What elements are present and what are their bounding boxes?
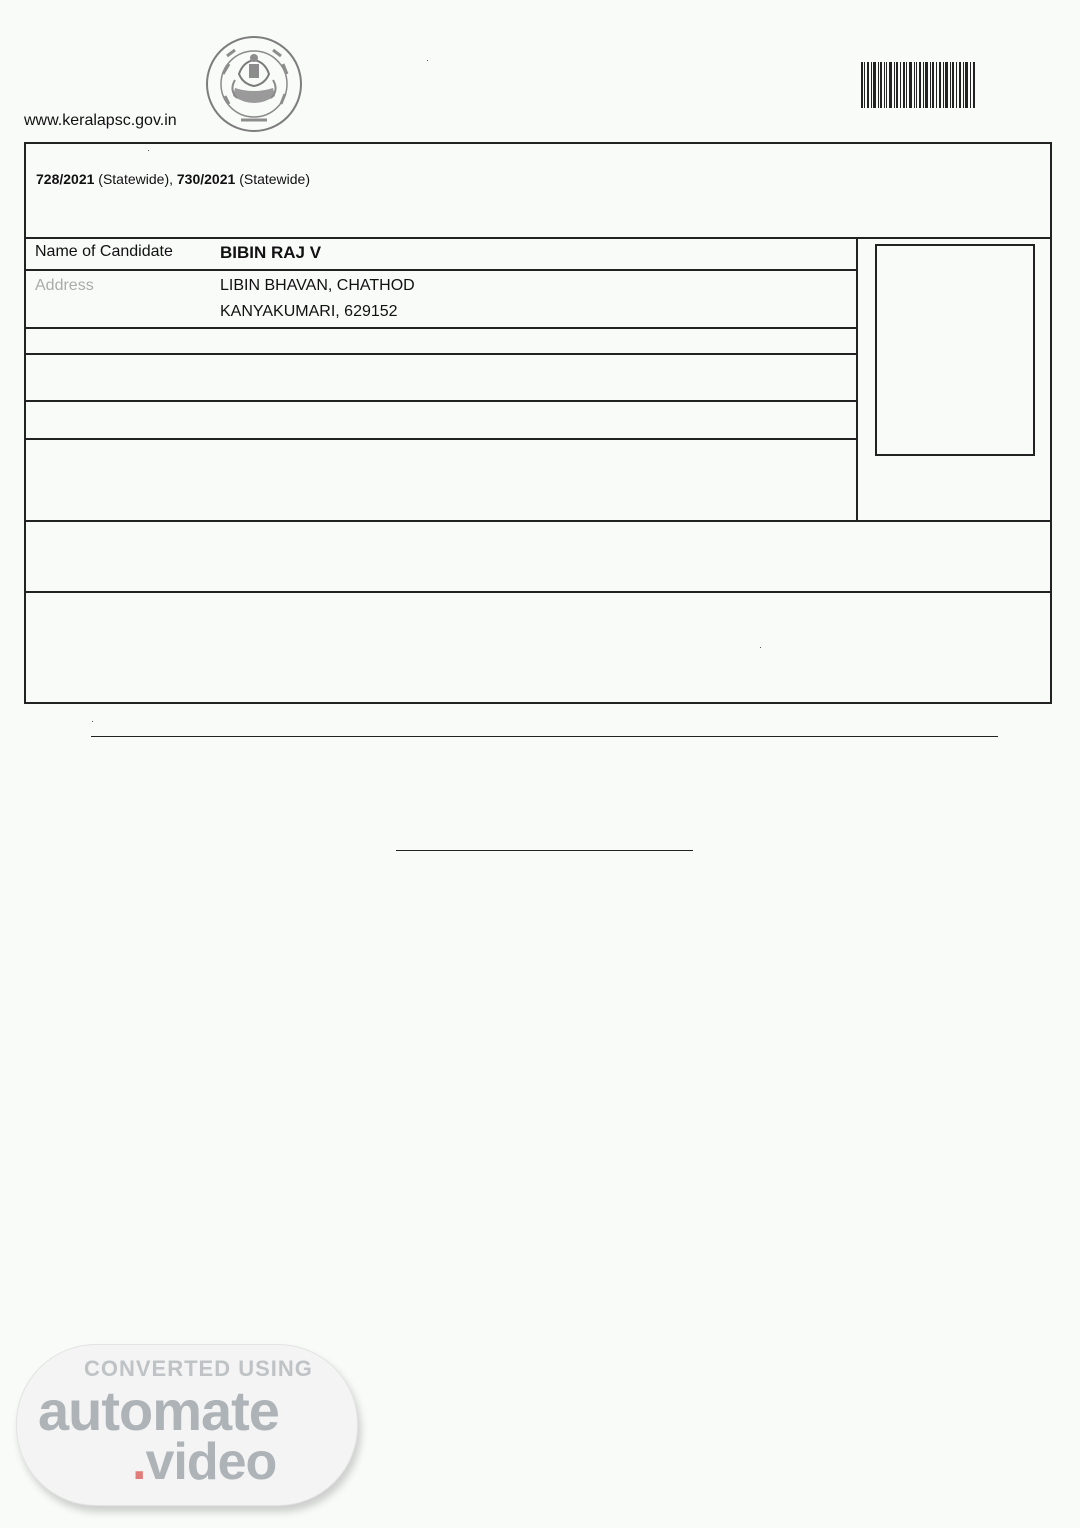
watermark-video-text — [132, 1432, 276, 1492]
watermark-dot: . — [132, 1433, 146, 1491]
post-numbers-line: 728/2021 (Statewide), 730/2021 (Statewide) — [36, 171, 310, 187]
site-url: www.keralapsc.gov.in — [24, 112, 177, 129]
table-rule — [24, 327, 857, 329]
watermark-converted-text: CONVERTED USING — [84, 1356, 313, 1381]
watermark-automate-text: automate — [38, 1379, 279, 1442]
name-label: Name of Candidate — [35, 243, 173, 260]
separator-line — [91, 736, 998, 737]
table-rule — [24, 400, 857, 402]
photo-box — [875, 244, 1035, 456]
signature-line — [396, 850, 693, 851]
table-rule — [24, 520, 1052, 522]
photo-column-divider — [856, 237, 858, 520]
post-scope: (Statewide) — [98, 171, 170, 187]
psc-seal-logo — [203, 34, 305, 134]
print-dot — [760, 647, 761, 648]
print-dot — [427, 60, 428, 61]
table-rule — [24, 438, 857, 440]
print-dot — [92, 721, 93, 722]
address-line-2: KANYAKUMARI, 629152 — [220, 303, 398, 320]
table-rule-top — [24, 237, 1052, 239]
post-number: 730 — [176, 171, 201, 187]
print-dot — [148, 150, 149, 151]
candidate-name: BIBIN RAJ V — [220, 243, 322, 262]
address-label: Address — [35, 277, 94, 294]
barcode — [861, 62, 975, 108]
watermark-video-word: video — [145, 1433, 277, 1491]
table-rule — [24, 269, 857, 271]
post-year: 2021 — [63, 171, 95, 187]
table-rule — [24, 591, 1052, 593]
address-line-1: LIBIN BHAVAN, CHATHOD — [220, 277, 415, 294]
post-scope: (Statewide) — [239, 171, 310, 187]
post-year: 2021 — [204, 171, 236, 187]
post-number: 728 — [36, 171, 60, 187]
table-rule — [24, 353, 857, 355]
